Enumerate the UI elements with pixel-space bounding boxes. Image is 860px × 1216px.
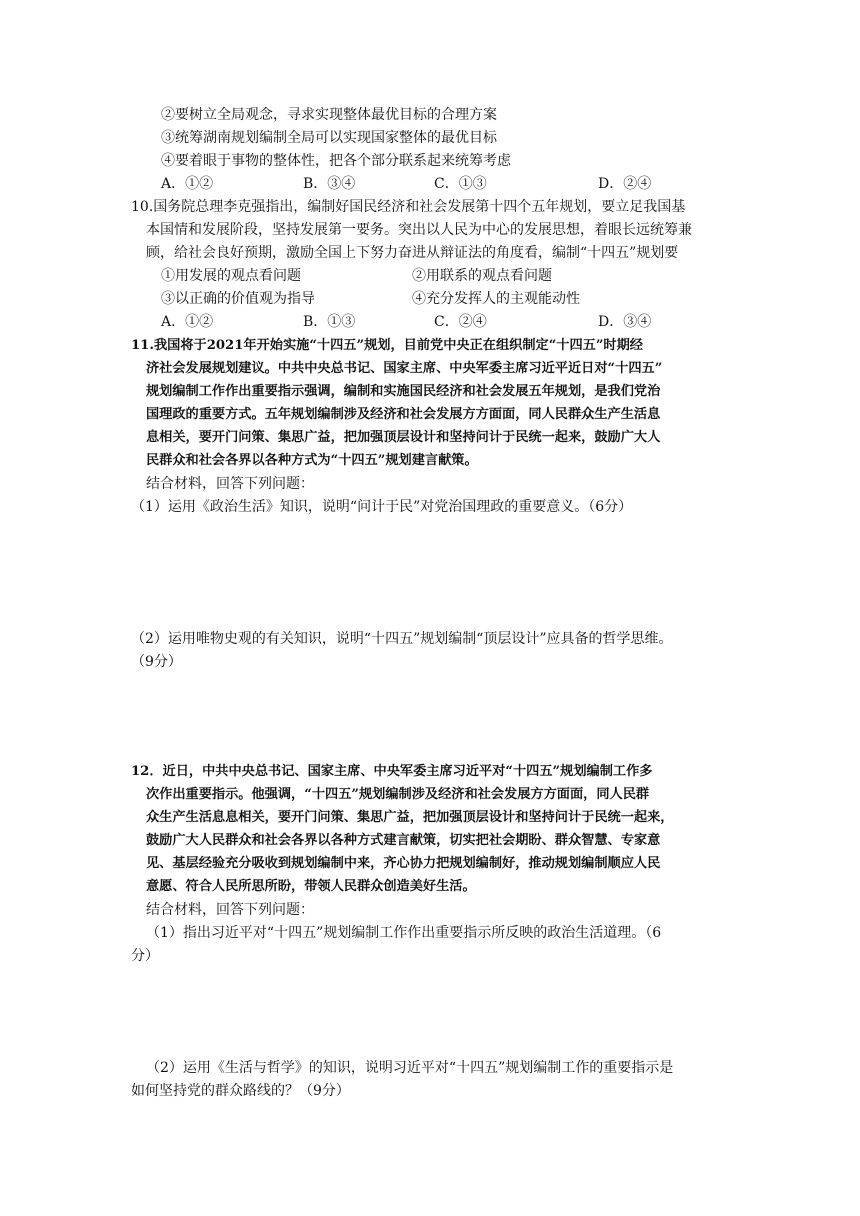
q12-stem-line-5: 见、基层经验充分吸收到规划编制中来，齐心协力把规划编制好，推动规划编制顺应人民 — [146, 856, 661, 871]
q10-statement-2: ②用联系的观点看问题 — [412, 268, 552, 284]
q12-stem-line-3: 众生产生活息息相关，要开门问策、集思广益，把加强顶层设计和坚持问计于民统一起来， — [146, 810, 674, 825]
q11-stem-line-3: 规划编制工作作出重要指示强调，编制和实施国民经济和社会发展五年规划，是我们党治 — [146, 384, 661, 399]
q10-stem-line-3: 顾，给社会良好预期，激励全国上下努力奋进从辩证法的角度看，编制“十四五”规划要 — [146, 245, 679, 261]
q11-stem-line-1: 11.我国将于2021年开始实施“十四五”规划，目前党中央正在组织制定“十四五”时期经 — [131, 338, 643, 353]
q9-statement-2: ②要树立全局观念，寻求实现整体最优目标的合理方案 — [161, 107, 497, 123]
q10-option-b: B．①③ — [303, 314, 356, 330]
q11-subquestion-2-line-1: （2）运用唯物史观的有关知识，说明“十四五”规划编制“顶层设计”应具备的哲学思维。 — [131, 631, 673, 647]
q12-prompt: 结合材料，回答下列问题： — [146, 902, 314, 918]
q10-option-d: D．③④ — [598, 314, 652, 330]
q12-stem-line-6: 意愿、符合人民所思所盼，带领人民群众创造美好生活。 — [146, 879, 476, 894]
q10-option-c: C．②④ — [434, 314, 487, 330]
q12-stem-line-4: 鼓励广大人民群众和社会各界以各种方式建言献策，切实把社会期盼、群众智慧、专家意 — [146, 833, 661, 848]
q10-statement-4: ④充分发挥人的主观能动性 — [412, 291, 580, 307]
q12-stem-line-1: 12．近日，中共中央总书记、国家主席、中央军委主席习近平对“十四五”规划编制工作多 — [131, 764, 653, 779]
q11-prompt: 结合材料，回答下列问题： — [146, 476, 314, 492]
q12-subquestion-1-line-2: 分） — [131, 948, 159, 964]
q11-stem-line-4: 国理政的重要方式。五年规划编制涉及经济和社会发展方方面面，同人民群众生产生活息 — [146, 407, 661, 422]
q11-subquestion-1: （1）运用《政治生活》知识，说明“问计于民”对党治国理政的重要意义。（6分） — [131, 499, 633, 515]
q10-statement-3: ③以正确的价值观为指导 — [161, 291, 315, 307]
q9-option-c: C．①③ — [434, 176, 487, 192]
q10-stem-line-1: 10.国务院总理李克强指出，编制好国民经济和社会发展第十四个五年规划，要立足我国基 — [131, 199, 686, 215]
q10-stem-line-2: 本国情和发展阶段，坚持发展第一要务。突出以人民为中心的发展思想，着眼长远统筹兼 — [146, 222, 692, 238]
q11-stem-line-2: 济社会发展规划建议。中共中央总书记、国家主席、中央军委主席习近平近日对“十四五” — [146, 361, 663, 376]
q12-subquestion-2-line-2: 如何坚持党的群众路线的？（9分） — [131, 1083, 350, 1099]
q11-stem-line-6: 民群众和社会各界以各种方式为“十四五”规划建言献策。 — [146, 453, 478, 468]
q10-statement-1: ①用发展的观点看问题 — [161, 268, 301, 284]
q10-options — [161, 312, 721, 332]
q9-option-d: D．②④ — [598, 176, 652, 192]
q12-subquestion-2-line-1: （2）运用《生活与哲学》的知识，说明习近平对“十四五”规划编制工作的重要指示是 — [146, 1060, 674, 1076]
q11-subquestion-2-line-2: （9分） — [131, 654, 182, 670]
q9-options — [161, 174, 721, 194]
q9-option-b: B．③④ — [303, 176, 356, 192]
q9-option-a: A．①② — [161, 176, 214, 192]
q9-statement-4: ④要着眼于事物的整体性，把各个部分联系起来统筹考虑 — [161, 153, 511, 169]
q10-option-a: A．①② — [161, 314, 214, 330]
q11-stem-line-5: 息相关，要开门问策、集思广益，把加强顶层设计和坚持问计于民统一起来，鼓励广大人 — [146, 430, 661, 445]
q12-stem-line-2: 次作出重要指示。他强调，“十四五”规划编制涉及经济和社会发展方方面面，同人民群 — [146, 787, 650, 802]
q9-statement-3: ③统筹湖南规划编制全局可以实现国家整体的最优目标 — [161, 130, 497, 146]
q12-subquestion-1-line-1: （1）指出习近平对“十四五”规划编制工作作出重要指示所反映的政治生活道理。（6 — [146, 925, 662, 941]
